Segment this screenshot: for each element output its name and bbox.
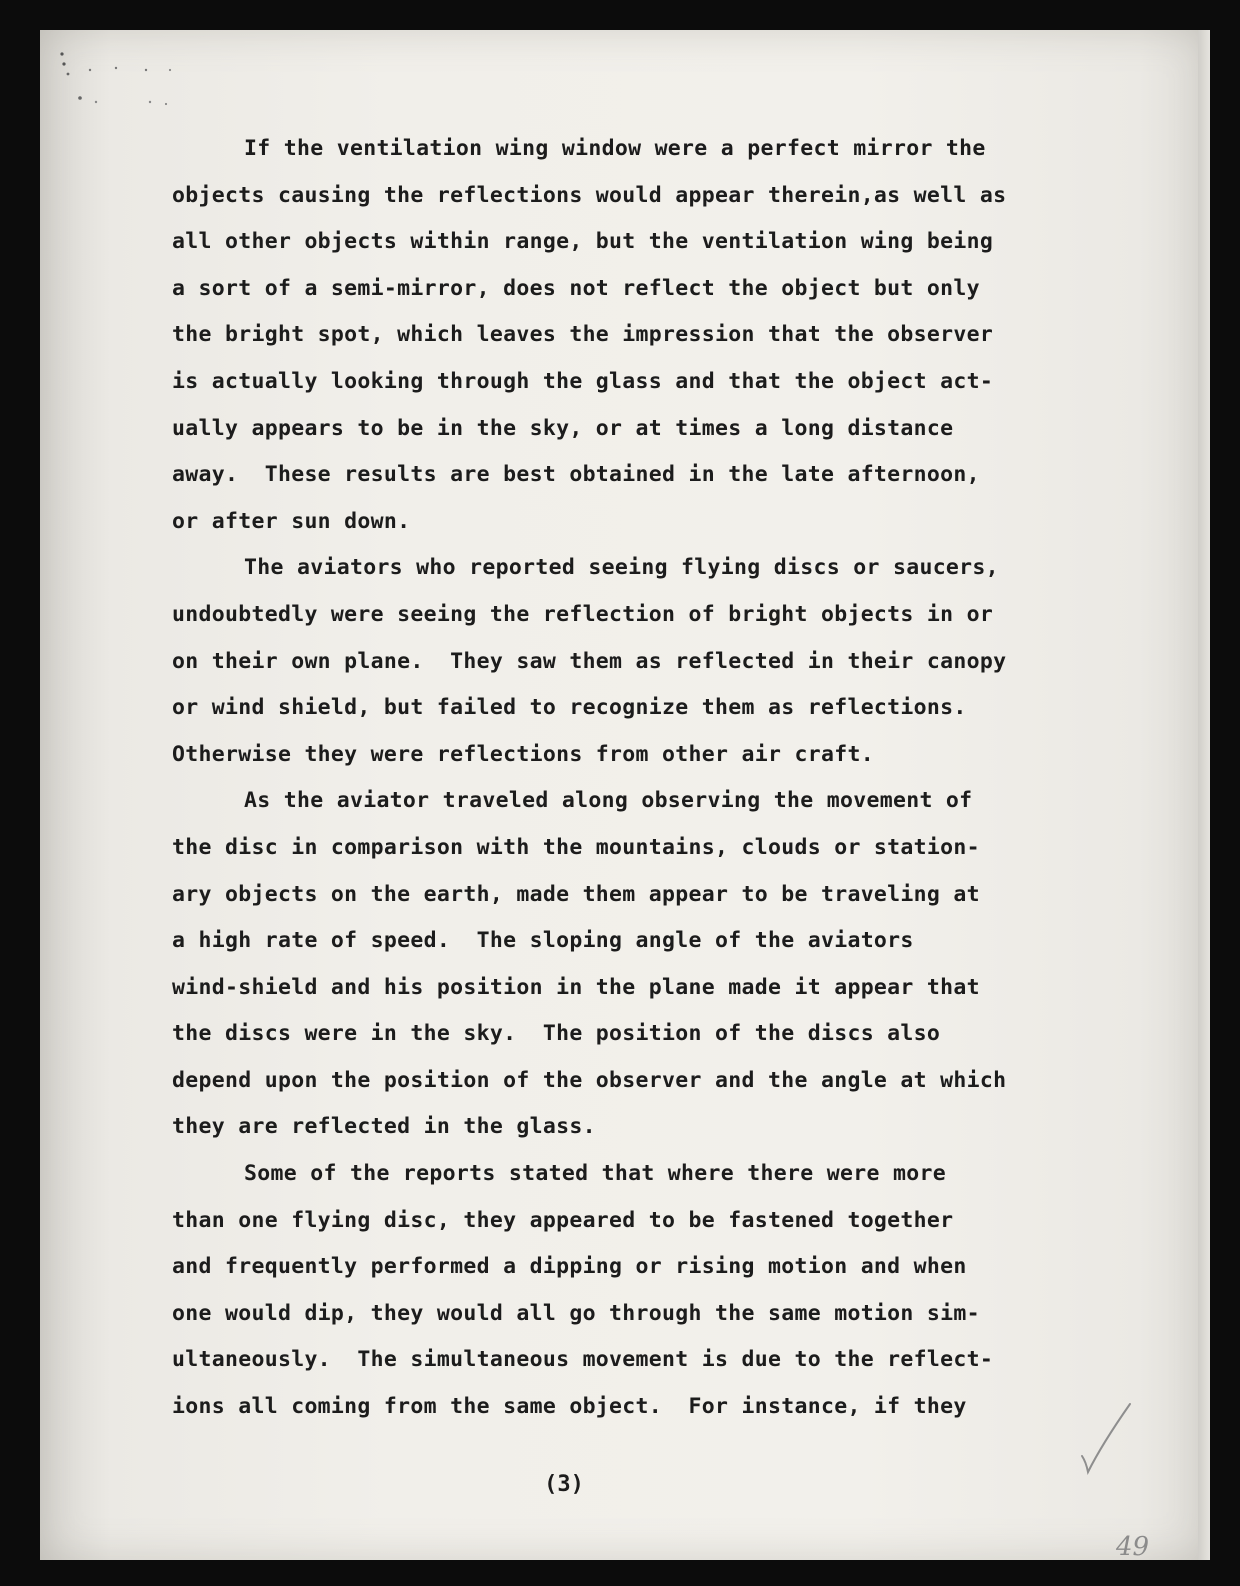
check-mark-icon (1068, 1398, 1138, 1480)
text-line: or wind shield, but failed to recognize them as reflections. (172, 695, 967, 721)
text-line: undoubtedly were seeing the reflection of bright objects in or (172, 601, 994, 627)
paragraph-3 (172, 778, 1112, 1151)
text-line: If the ventilation wing window were a perfect mirror the (244, 136, 986, 161)
page-number: (3) (544, 1472, 584, 1497)
text-line: objects causing the reflections would appear therein,as well as (172, 182, 1007, 208)
text-line: all other objects within range, but the ventilation wing being (172, 229, 994, 255)
text-line: As the aviator traveled along observing the movement of (244, 788, 973, 814)
text-line: on their own plane. They saw them as reflected in their canopy (172, 648, 1007, 674)
text-line: the disc in comparison with the mountains, clouds or station- (172, 834, 980, 860)
text-line: than one flying disc, they appeared to be fastened together (172, 1207, 954, 1233)
paragraph-2 (172, 545, 1112, 778)
text-line: the bright spot, which leaves the impression that the observer (172, 322, 994, 348)
text-line: depend upon the position of the observer and the angle at which (172, 1067, 1007, 1093)
text-line: a sort of a semi-mirror, does not reflect the object but only (172, 275, 980, 301)
paragraph-1 (172, 126, 1112, 545)
typed-text-body (172, 126, 1112, 1431)
text-line: wind-shield and his position in the plane made it appear that (172, 974, 980, 1000)
text-line: one would dip, they would all go through the same motion sim- (172, 1300, 980, 1326)
speckle-marks (50, 40, 210, 120)
text-line: they are reflected in the glass. (172, 1114, 596, 1140)
text-line: ultaneously. The simultaneous movement is due to the reflect- (172, 1347, 994, 1373)
paragraph-4 (172, 1151, 1112, 1431)
text-line: a high rate of speed. The sloping angle of the aviators (172, 928, 914, 954)
text-line: or after sun down. (172, 508, 411, 534)
text-line: the discs were in the sky. The position of the discs also (172, 1021, 941, 1047)
text-line: away. These results are best obtained in the late afternoon, (172, 462, 980, 488)
text-line: Some of the reports stated that where there were more (244, 1161, 946, 1187)
text-line: Otherwise they were reflections from other air craft. (172, 741, 874, 767)
text-line: ually appears to be in the sky, or at times a long distance (172, 415, 954, 441)
text-line: and frequently performed a dipping or rising motion and when (172, 1254, 967, 1280)
text-line: The aviators who reported seeing flying discs or saucers, (244, 555, 999, 581)
handwritten-page-number: 49 (1116, 1532, 1150, 1562)
text-line: ary objects on the earth, made them appear to be traveling at (172, 881, 980, 907)
page-edge (1198, 30, 1210, 1560)
text-line: ions all coming from the same object. For instance, if they (172, 1394, 967, 1420)
text-line: is actually looking through the glass and that the object act- (172, 368, 994, 394)
